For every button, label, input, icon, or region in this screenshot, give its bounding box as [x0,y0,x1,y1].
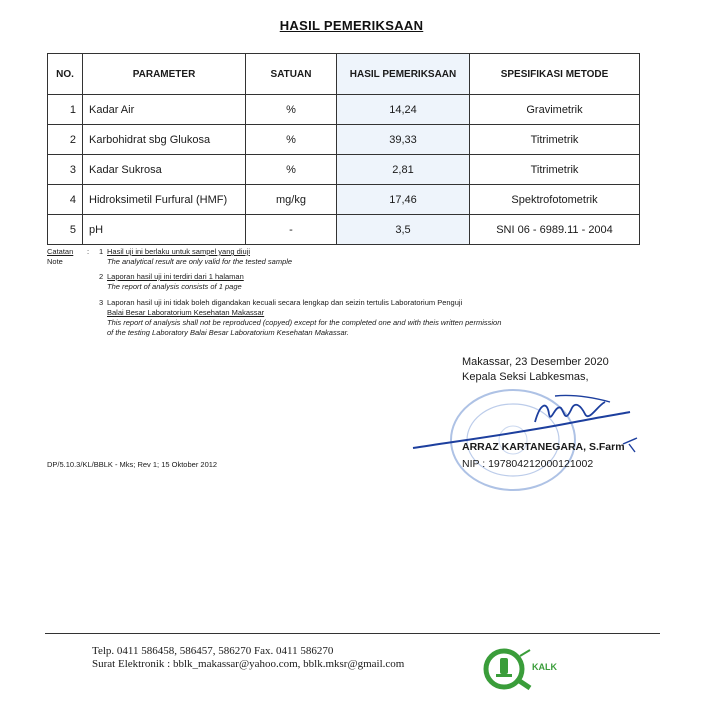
cell-hasil: 3,5 [337,215,470,245]
table-row [48,215,640,245]
footer-phone: Telp. 0411 586458, 586457, 586270 Fax. 0411 586270 [92,645,334,657]
header-parameter: PARAMETER [83,54,246,95]
footer-divider [45,633,660,634]
cell-metode: Spektrofotometrik [470,185,640,215]
cell-hasil: 2,81 [337,155,470,185]
cell-no: 5 [48,215,83,245]
signer-position: Kepala Seksi Labkesmas, [462,371,589,383]
cell-metode: Titrimetrik [470,125,640,155]
cell-no: 3 [48,155,83,185]
signer-nip: NIP : 197804212000121002 [462,458,594,470]
cell-parameter: Kadar Sukrosa [83,155,246,185]
note-text-id-2: Balai Besar Laboratorium Kesehatan Makassar [107,308,265,317]
cell-hasil: 14,24 [337,95,470,125]
document-title: HASIL PEMERIKSAAN [279,18,424,33]
results-table [47,53,640,245]
cell-parameter: pH [83,215,246,245]
note-text-en-2: of the testing Laboratory Balai Besar Laboratorium Kesehatan Makassar. [107,328,349,337]
cell-no: 1 [48,95,83,125]
cell-metode: Titrimetrik [470,155,640,185]
cell-satuan: % [246,95,337,125]
header-no: NO. [48,54,83,95]
table-row [48,185,640,215]
note-text-en: This report of analysis shall not be reproduced (copyed) except for the completed one and with theis written permission [107,318,502,327]
table-row [48,125,640,155]
cell-satuan: % [246,155,337,185]
cell-metode: SNI 06 - 6989.11 - 2004 [470,215,640,245]
table-row [48,155,640,185]
note-number: 2 [99,272,104,281]
notes-label-en: Note [47,257,63,266]
cell-no: 4 [48,185,83,215]
document-reference: DP/5.10.3/KL/BBLK - Mks; Rev 1; 15 Oktober 2012 [47,460,218,469]
note-text-en: The analytical result are only valid for the tested sample [107,257,293,266]
cell-hasil: 17,46 [337,185,470,215]
note-text-id: Laporan hasil uji ini tidak boleh digandakan kecuali secara lengkap dan seizin tertulis Laboratorium Penguji [107,298,463,307]
place-date: Makassar, 23 Desember 2020 [462,356,609,368]
table-header-row [48,54,640,95]
table-row [48,95,640,125]
note-number: 1 [99,247,104,256]
cell-parameter: Hidroksimetil Furfural (HMF) [83,185,246,215]
note-number: 3 [99,298,104,307]
header-hasil: HASIL PEMERIKSAAN [337,54,470,95]
notes-colon: : [87,247,90,256]
header-satuan: SATUAN [246,54,337,95]
cell-parameter: Karbohidrat sbg Glukosa [83,125,246,155]
note-text-id: Laporan hasil uji ini terdiri dari 1 halaman [107,272,244,281]
cell-metode: Gravimetrik [470,95,640,125]
kalk-logo-icon [480,640,570,698]
cell-no: 2 [48,125,83,155]
logo-text: KALK [532,662,557,672]
cell-satuan: mg/kg [246,185,337,215]
signer-name: ARRAZ KARTANEGARA, S.Farm [462,441,625,453]
cell-parameter: Kadar Air [83,95,246,125]
footer-contact [92,645,404,671]
cell-satuan: % [246,125,337,155]
header-metode: SPESIFIKASI METODE [470,54,640,95]
note-text-id: Hasil uji ini berlaku untuk sampel yang diuji [107,247,250,256]
notes-label-id: Catatan [47,247,74,256]
note-text-en: The report of analysis consists of 1 page [107,282,242,291]
footer-email: Surat Elektronik : bblk_makassar@yahoo.com, bblk.mksr@gmail.com [92,658,405,670]
cell-satuan: - [246,215,337,245]
signature-header [462,356,609,383]
cell-hasil: 39,33 [337,125,470,155]
